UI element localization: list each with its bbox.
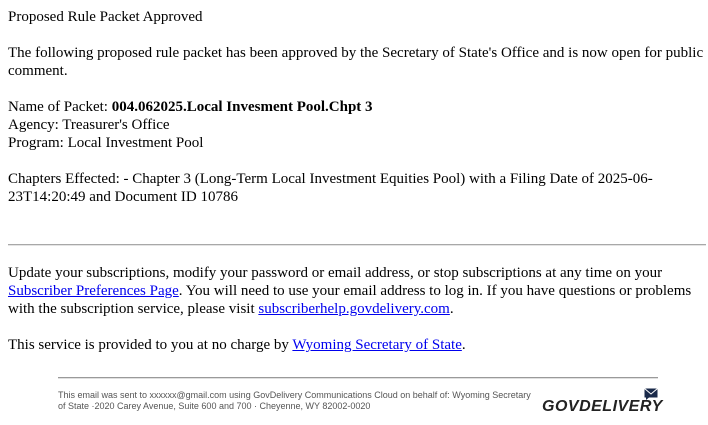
chapters-paragraph: Chapters Effected: - Chapter 3 (Long-Term Local Investment Equities Pool) with a Filing Date of 2025-06-23T14:20:49 and Document ID 10786 bbox=[8, 171, 653, 205]
service-text: This service is provided to you at no charge by bbox=[8, 337, 293, 353]
subscription-text: Update your subscriptions, modify your password or email address, or stop subscriptions at any time on your bbox=[8, 265, 663, 281]
packet-info bbox=[8, 98, 706, 152]
email-title: Proposed Rule Packet Approved bbox=[8, 9, 203, 25]
service-text-end: . bbox=[461, 337, 466, 353]
logo-text: GOVDELIVERY bbox=[542, 398, 663, 415]
packet-name-line bbox=[8, 98, 706, 116]
footer-text: This email was sent to xxxxxx@gmail.com using GovDelivery Communications Cloud on behalf of: Wyoming Secretary of State ·2020 Carey Avenue, Suite 600 and 700 · Cheyenne, WY 82002-0020 bbox=[58, 390, 531, 411]
subscription-section bbox=[8, 264, 706, 354]
subscriber-help-link[interactable]: subscriberhelp.govdelivery.com bbox=[258, 301, 450, 317]
envelope-icon bbox=[644, 388, 658, 400]
agency-line: Agency: Treasurer's Office bbox=[8, 117, 170, 133]
packet-name: 004.062025.Local Invesment Pool.Chpt 3 bbox=[111, 99, 373, 115]
divider bbox=[8, 244, 706, 246]
subscriber-preferences-link[interactable]: Subscriber Preferences Page bbox=[8, 283, 179, 299]
govdelivery-logo[interactable] bbox=[542, 388, 663, 418]
subscription-text-end: . bbox=[449, 301, 454, 317]
program-line: Program: Local Investment Pool bbox=[8, 135, 204, 151]
intro-paragraph: The following proposed rule packet has been approved by the Secretary of State's Office and is now open for public comment. bbox=[8, 45, 704, 79]
packet-label: Name of Packet: bbox=[8, 99, 112, 115]
subscription-text-middle: . You will need to use your email address to log in. If you have questions or problems with the subscription service, please visit bbox=[8, 283, 692, 317]
wyoming-sos-link[interactable]: Wyoming Secretary of State bbox=[292, 337, 462, 353]
service-paragraph bbox=[8, 336, 706, 354]
subscription-paragraph bbox=[8, 264, 706, 318]
email-body bbox=[8, 8, 706, 206]
footer-divider bbox=[58, 377, 658, 379]
